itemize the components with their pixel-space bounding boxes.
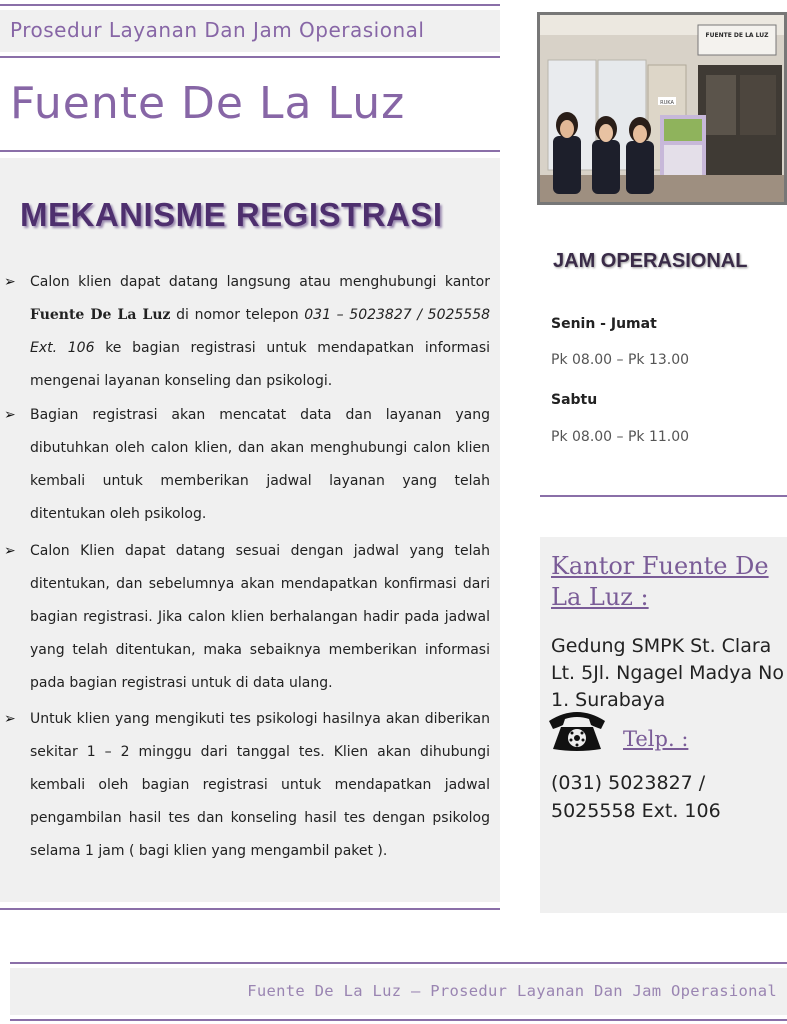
brand-name: Fuente De La Luz: [30, 307, 171, 323]
office-sign-text: FUENTE DE LA LUZ: [705, 32, 769, 39]
phone-number-inline: 031 – 5023827 / 5025558 Ext. 106: [30, 307, 491, 356]
bullet-text-4: Untuk klien yang mengikuti tes psikologi hasilnya akan diberikan sekitar 1 – 2 minggu dari tanggal tes. Klien akan dihubungi kembali oleh bagian registrasi untuk mendapatkan jadwal pengambilan hasil tes dan konseling hasil tes dengan psikolog selama 1 jam ( bagi klien yang mengambil paket ).: [30, 711, 490, 859]
registration-panel: [0, 158, 500, 902]
subtitle-text: Prosedur Layanan Dan Jam Operasional: [10, 18, 425, 42]
footer-bottom-rule: [10, 1019, 787, 1021]
arrow-bullet-icon: ➢: [4, 711, 16, 727]
bullet-text-2: Bagian registrasi akan mencatat data dan layanan yang dibutuhkan oleh calon klien, dan akan menghubungi calon klien kembali untuk memberikan jadwal layanan yang telah ditentukan oleh psikolog.: [30, 407, 490, 522]
hours-heading: JAM OPERASIONAL: [553, 250, 748, 272]
footer: [10, 968, 787, 1015]
office-photo: [537, 12, 787, 205]
telp-label: Telp. :: [623, 727, 689, 751]
office-title: Kantor Fuente De La Luz :: [551, 552, 769, 611]
page-title: Fuente De La Luz: [10, 78, 406, 129]
hours-rule: [540, 495, 787, 497]
footer-text: Fuente De La Luz – Prosedur Layanan Dan Jam Operasional: [247, 982, 777, 1000]
bullet-text-1: Calon klien dapat datang langsung atau menghubungi kantor Fuente De La Luz di nomor telepon 031 – 5023827 / 5025558 Ext. 106 ke bagian registrasi untuk mendapatkan informasi mengenai layanan konseling dan psikologi.: [30, 274, 491, 389]
footer-top-rule: [10, 962, 787, 964]
arrow-bullet-icon: ➢: [4, 543, 16, 559]
saturday-hours: Pk 08.00 – Pk 11.00: [551, 429, 690, 445]
office-address: Gedung SMPK St. Clara Lt. 5Jl. Ngagel Madya No 1. Surabaya: [551, 635, 785, 711]
panel-bottom-rule: [0, 908, 500, 910]
subtitle-banner: [0, 10, 500, 52]
contact-panel: [540, 537, 787, 913]
subtitle-rule: [0, 56, 500, 58]
office-photo-illustration: [540, 15, 784, 202]
weekday-hours: Pk 08.00 – Pk 13.00: [551, 352, 690, 368]
telephone-icon: [545, 707, 609, 753]
registration-heading: MEKANISME REGISTRASI: [20, 196, 443, 233]
bullet-text-3: Calon Klien dapat datang sesuai dengan jadwal yang telah ditentukan, dan sebelumnya akan mendapatkan konfirmasi dari bagian registrasi. Jika calon klien berhalangan hadir pada jadwal yang telah ditentukan, maka sebaiknya memberikan informasi pada bagian registrasi untuk di data ulang.: [30, 543, 490, 691]
arrow-bullet-icon: ➢: [4, 407, 16, 423]
door-label: RUKA: [660, 100, 674, 106]
arrow-bullet-icon: ➢: [4, 274, 16, 290]
title-rule: [0, 150, 500, 152]
saturday-label: Sabtu: [551, 392, 598, 408]
phone-numbers: (031) 5023827 / 5025558 Ext. 106: [551, 772, 721, 822]
top-rule: [0, 4, 500, 6]
weekday-label: Senin - Jumat: [551, 316, 657, 332]
